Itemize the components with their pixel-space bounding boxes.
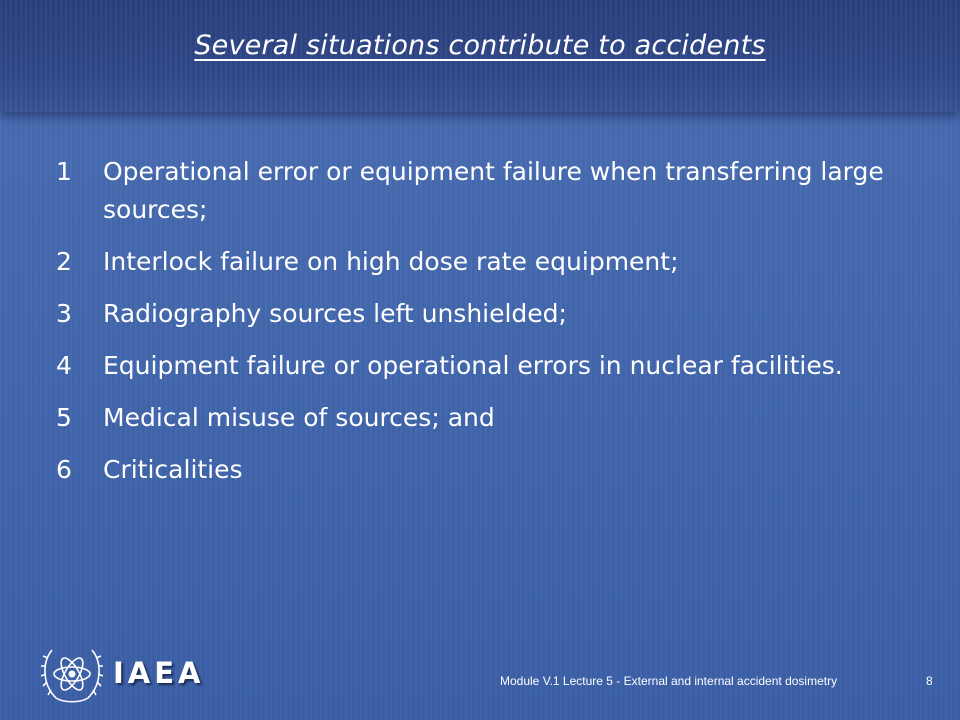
footer-caption: Module V.1 Lecture 5 - External and internal accident dosimetry [500,674,838,688]
item-number: 2 [56,247,72,276]
item-number: 5 [56,403,72,432]
item-text: Equipment failure or operational errors in nuclear facilities. [103,351,843,380]
item-text: Interlock failure on high dose rate equipment; [103,247,679,276]
title-band [0,0,960,112]
item-number: 6 [56,455,72,484]
list-item [56,347,916,385]
item-text: Criticalities [103,455,243,484]
item-number: 4 [56,351,72,380]
iaea-logo [38,640,208,706]
item-text: Operational error or equipment failure when transferring large sources; [103,157,884,224]
logo-text: IAEA [113,656,205,690]
item-text: Radiography sources left unshielded; [103,299,567,328]
list-item [56,295,916,333]
page-number: 8 [926,674,933,688]
item-number: 3 [56,299,72,328]
un-atom-emblem-icon [38,640,106,706]
list-item [56,243,916,281]
list-item [56,399,916,437]
list-item [56,451,916,489]
item-number: 1 [56,157,72,186]
list-item [56,153,916,229]
numbered-list [56,153,916,503]
item-text: Medical misuse of sources; and [103,403,495,432]
slide-title: Several situations contribute to accidents [194,30,766,61]
